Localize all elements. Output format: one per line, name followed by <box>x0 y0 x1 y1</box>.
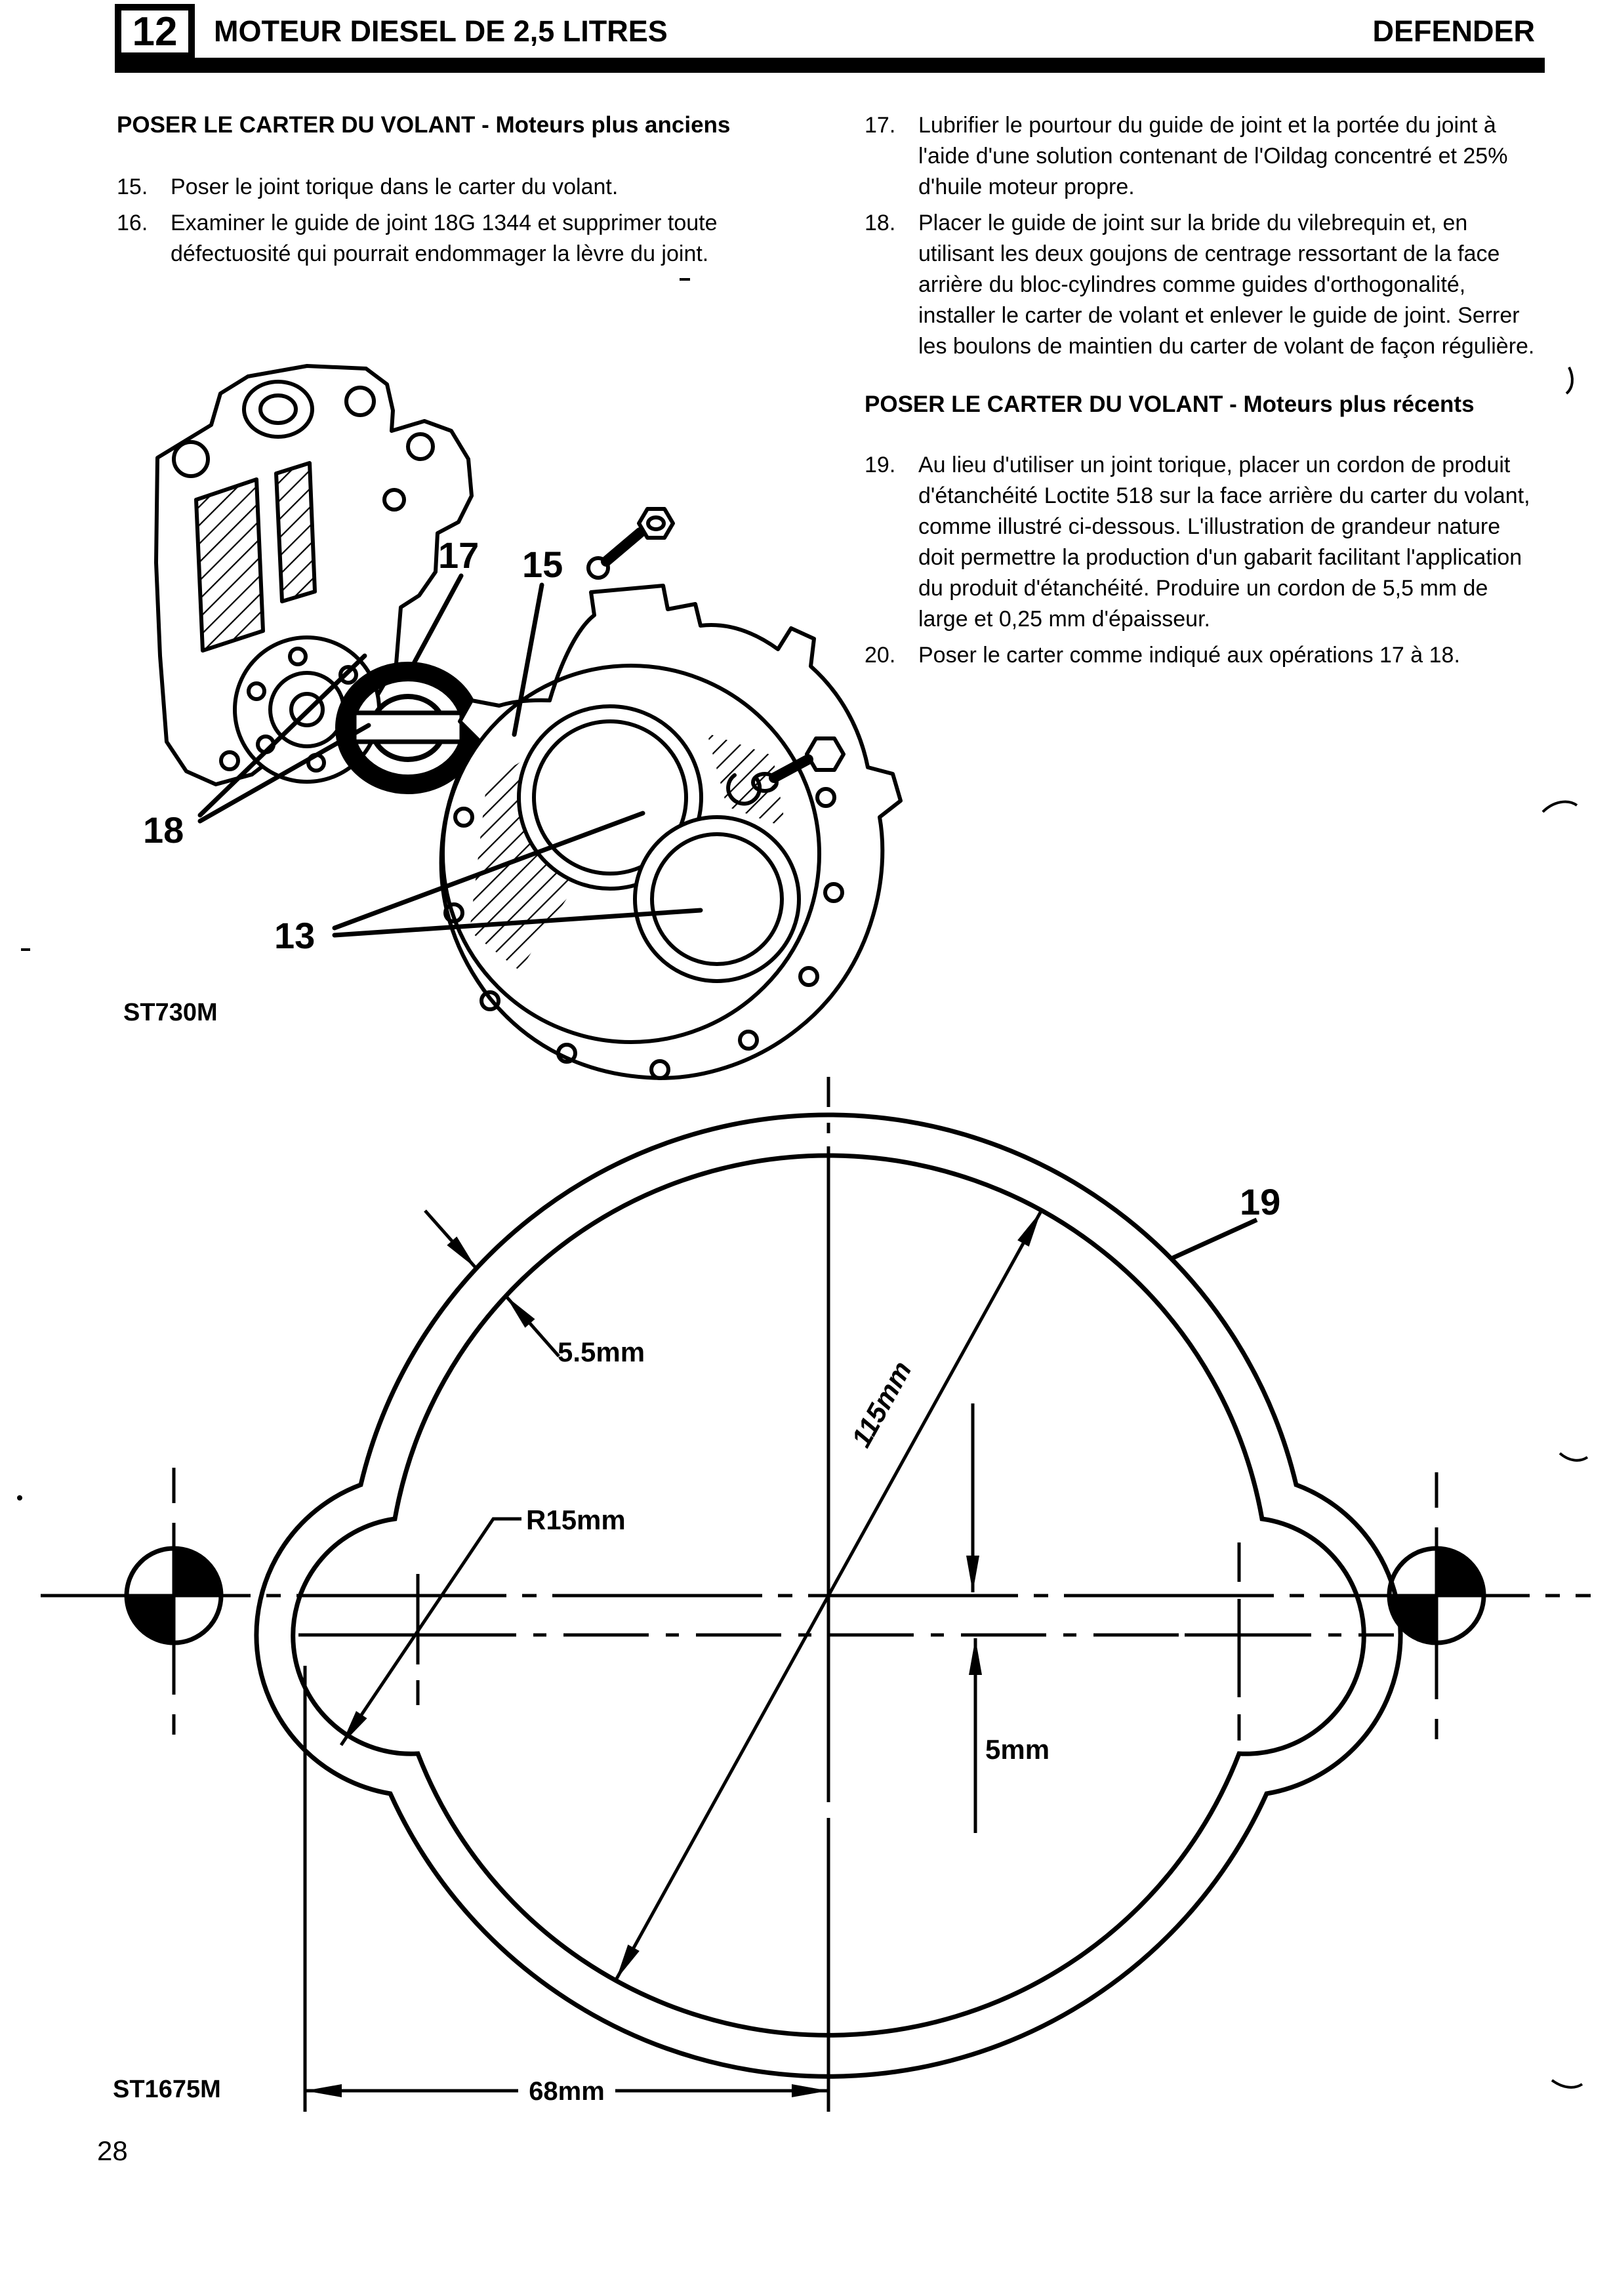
item-number: 18. <box>865 211 896 235</box>
item-number: 20. <box>865 643 896 668</box>
dimension-label-lobe-radius: R15mm <box>526 1504 626 1535</box>
item-number: 16. <box>117 211 148 235</box>
callout-17: 17 <box>438 534 479 576</box>
target-mark-right <box>1389 1548 1484 1643</box>
dimension-offset <box>973 1403 975 1833</box>
figure2-reference: ST1675M <box>113 2076 221 2103</box>
figure-flywheel-housing-illustration <box>123 366 901 1078</box>
callout-13: 13 <box>274 915 316 956</box>
dimension-label-bead-width: 5.5mm <box>558 1337 645 1367</box>
dimension-bead-width <box>425 1211 559 1356</box>
callout-15: 15 <box>522 544 563 585</box>
section-number: 12 <box>132 9 178 54</box>
item-text: Examiner le guide de joint 18G 1344 et supprimer toute défectuosité qui pourrait endommager la lèvre du joint. <box>171 211 718 266</box>
dimension-lobe-radius-leader <box>341 1519 521 1745</box>
item-text: Poser le joint torique dans le carter du volant. <box>171 174 619 199</box>
callout-19-leader <box>1172 1220 1257 1259</box>
dimension-label-lobe-distance: 68mm <box>529 2077 605 2106</box>
figure1-reference: ST730M <box>123 999 218 1026</box>
callout-19: 19 <box>1240 1181 1281 1222</box>
page-title: MOTEUR DIESEL DE 2,5 LITRES <box>214 14 668 48</box>
page-number: 28 <box>97 2135 128 2166</box>
item-number: 19. <box>865 453 896 477</box>
item-number: 17. <box>865 113 896 138</box>
item-number: 15. <box>117 174 148 199</box>
item-text: Poser le carter comme indiqué aux opérations 17 à 18. <box>918 643 1460 668</box>
item-text: Lubrifier le pourtour du guide de joint et la portée du joint à l'aide d'une solution contenant de l'Oildag concentré et 25% d'huile moteur propre. <box>918 113 1508 199</box>
brand-title: DEFENDER <box>1372 14 1535 48</box>
item-text: Placer le guide de joint sur la bride du vilebrequin et, en utilisant les deux goujons de centrage ressortant de la face arrière du bloc-cylindres comme guides d'orthogonalité, installer le carter de volant et enlever le guide de joint. Serrer les boulons de maintien du carter de volant de façon régulière. <box>918 211 1535 359</box>
callout-18: 18 <box>143 809 184 851</box>
left-heading: POSER LE CARTER DU VOLANT - Moteurs plus anciens <box>117 112 731 138</box>
item-text: Au lieu d'utiliser un joint torique, placer un cordon de produit d'étanchéité Loctite 518 sur la face arrière du carter du volant, comme illustré ci-dessous. L'illustration de grandeur nature doit permettre la production d'un gabarit facilitant l'application du produit d'étanchéité. Produire un cordon de 5,5 mm de large et 0,25 mm d'épaisseur. <box>918 453 1530 632</box>
dimension-label-diameter: 115mm <box>845 1356 918 1453</box>
figure-gasket-template <box>41 1077 1591 2112</box>
right-heading: POSER LE CARTER DU VOLANT - Moteurs plus récents <box>865 392 1475 417</box>
target-mark-left <box>127 1548 221 1643</box>
flywheel-housing-drawing <box>441 586 901 1078</box>
dimension-label-offset: 5mm <box>985 1734 1050 1765</box>
